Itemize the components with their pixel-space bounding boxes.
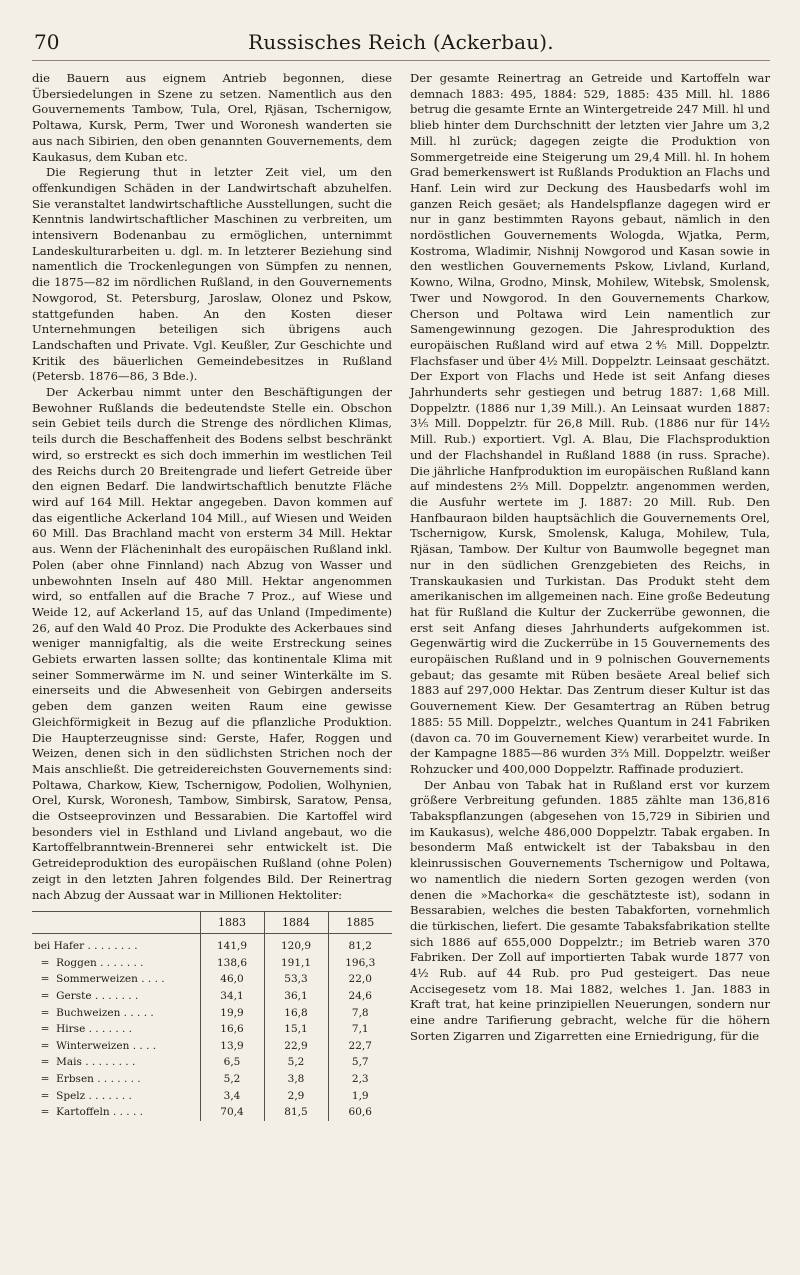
table-row-label: bei Hafer . . . . . . . . [34,940,138,953]
table-cell: 7,1 [328,1022,392,1039]
page-header [32,28,770,61]
table-cell: 120,9 [264,934,328,956]
table-row [32,1005,392,1022]
table-row [32,1071,392,1088]
table-header-year: 1884 [264,912,328,934]
paragraph: Die Regierung thut in letzter Zeit viel, um den offenkundigen Schäden in der Landwirtschaft abzuhelfen. Sie veranstaltet landwirtschaftliche Ausstellungen, sucht die Kenntnis landwirtschaftlicher Maschinen zu verbreiten, um intensivern Bodenanbau zu ermöglichen, unternimmt Landeskulturarbeiten u. dgl. m. In letzterer Beziehung sind namentlich die Trockenlegungen von Sümpfen zu nennen, die 1875—82 im nördlichen Rußland, in den Gouvernements Nowgorod, St. Petersburg, Jaroslaw, Olonez und Pskow, stattgefunden haben. An den Kosten dieser Unternehmungen beteiligen sich übrigens auch Landschaften und Private. Vgl. Keußler, Zur Geschichte und Kritik des bäuerlichen Gemeindebesitzes in Rußland (Petersb. 1876—86, 3 Bde.). [32,165,392,384]
table-row-label: = Buchweizen . . . . . [34,1006,154,1019]
table-cell: 16,6 [200,1022,264,1039]
paragraph: Der Anbau von Tabak hat in Rußland erst vor kurzem größere Verbreitung gefunden. 1885 zählte man 136,816 Tabakspflanzungen (abgesehen von 15,729 in Sibirien und im Kaukasus), welche 486,000 Doppelztr. Tabak ergaben. In besonderm Maß entwickelt ist der Tabaksbau in den kleinrussischen Gouvernements Tschernigow und Poltawa, wo namentlich die niedern Sorten gezogen werden (von denen die »Machorka« die geschätzteste ist), sodann in Bessarabien, welches die besten Tabakforten, vornehmlich die türkischen, liefert. Die gesamte Tabaksfabrikation stellte sich 1886 auf 655,000 Doppelztr.; im Betrieb waren 370 Fabriken. Der Zoll auf importierten Tabak wurde 1877 von 4½ Rub. auf 44 Rub. pro Pud gesteigert. Das neue Accisegesetz vom 18. Mai 1882, welches 1. Jan. 1883 in Kraft trat, hat keine prinzipiellen Neuerungen, sondern nur eine andre Tarifierung gebracht, welche für die höhern Sorten Zigarren und Zigarretten eine Erniedrigung, für die [410,777,770,1043]
table-cell: 5,2 [200,1071,264,1088]
table-cell: 7,8 [328,1005,392,1022]
table-row-label: = Sommerweizen . . . . [34,973,165,986]
table-header-row [32,912,392,934]
table-row-label: = Gerste . . . . . . . [34,990,139,1003]
running-head-title: Russisches Reich (Ackerbau). [248,30,554,54]
table-cell: 3,8 [264,1071,328,1088]
table-cell: 46,0 [200,972,264,989]
table-row-label: = Winterweizen . . . . [34,1039,157,1052]
table-cell: 3,4 [200,1088,264,1105]
table-cell: 22,0 [328,972,392,989]
table-row [32,972,392,989]
table-cell: 5,7 [328,1055,392,1072]
table-row [32,1055,392,1072]
table-row-label: = Spelz . . . . . . . [34,1089,132,1102]
paragraph: die Bauern aus eignem Antrieb begonnen, diese Übersiedelungen in Szene zu setzen. Namentlich aus den Gouvernements Tambow, Tula, Orel, Rjäsan, Tschernigow, Poltawa, Kursk, Perm, Twer und Woronesh wanderten sie aus nach Sibirien, den oben genannten Gouvernements, dem Kaukasus, dem Kuban etc. [32,71,392,164]
table-cell: 19,9 [200,1005,264,1022]
table-cell: 24,6 [328,988,392,1005]
two-column-body [32,71,770,1121]
table-row [32,1105,392,1122]
table-cell: 1,9 [328,1088,392,1105]
table-row-label: = Mais . . . . . . . . [34,1056,136,1069]
table-cell: 22,7 [328,1038,392,1055]
table-cell: 36,1 [264,988,328,1005]
table-row [32,1088,392,1105]
table-cell: 191,1 [264,955,328,972]
page-number: 70 [34,30,60,54]
table-row [32,1022,392,1039]
table-cell: 2,3 [328,1071,392,1088]
table-row-label: = Roggen . . . . . . . [34,956,144,969]
table-cell: 13,9 [200,1038,264,1055]
table-cell: 22,9 [264,1038,328,1055]
table-cell: 53,3 [264,972,328,989]
table-cell: 60,6 [328,1105,392,1122]
table-row-label: = Kartoffeln . . . . . [34,1106,143,1119]
table-cell: 15,1 [264,1022,328,1039]
table-cell: 34,1 [200,988,264,1005]
table-row [32,934,392,956]
paragraph: Der gesamte Reinertrag an Getreide und Kartoffeln war demnach 1883: 495, 1884: 529, 1885: 435 Mill. hl. 1886 betrug die gesamte Ernte an Wintergetreide 247 Mill. hl und blieb hinter dem Durchschnitt der letzten vier Jahre um 3,2 Mill. hl zurück; dagegen zeigte die Produktion von Sommergetreide eine Steigerung um 29,4 Mill. hl. In hohem Grad bemerkenswert ist Rußlands Produktion an Flachs und Hanf. Lein wird zur Deckung des Hausbedarfs wohl im ganzen Reich gesäet; als Handelspflanze dagegen wird er nur in ganz bestimmten Rayons gebaut, nämlich in den nordöstlichen Gouvernements Wologda, Wjatka, Perm, Kostroma, Wladimir, Nishnij Nowgorod und Kasan sowie in den westlichen Gouvernements Pskow, Livland, Kurland, Kowno, Wilna, Grodno, Minsk, Mohilew, Witebsk, Smolensk, Twer und Nowgorod. In den Gouvernements Charkow, Cherson und Poltawa wird Lein namentlich zur Samengewinnung gezogen. Die Jahresproduktion des europäischen Rußland wird auf etwa 2⅘ Mill. Doppelztr. Flachsfaser und über 4½ Mill. Doppelztr. Leinsaat geschätzt. Der Export von Flachs und Hede ist seit Anfang dieses Jahrhunderts sehr gestiegen und betrug 1887: 1,68 Mill. Doppelztr. (1886 nur 1,39 Mill.). An Leinsaat wurden 1887: 3⅕ Mill. Doppelztr. für 26,8 Mill. Rub. (1886 nur für 14½ Mill. Rub.) exportiert. Vgl. A. Blau, Die Flachsproduktion und der Flachshandel in Rußland 1888 (in russ. Sprache). Die jährliche Hanfproduktion im europäischen Rußland kann auf mindestens 2⅔ Mill. Doppelztr. angenommen werden, die Ausfuhr wertete im J. 1887: 20 Mill. Rub. Den Hanfbauraon bilden hauptsächlich die Gouvernements Orel, Tschernigow, Kursk, Smolensk, Kaluga, Mohilew, Tula, Rjäsan, Tambow. Der Kultur von Baumwolle begegnet man nur in den südlichen Grenzgebieten des Reichs, in Transkaukasien und Turkistan. Das Produkt steht dem amerikanischen im allgemeinen nach. Eine große Bedeutung hat für Rußland die Kultur der Zuckerrübe gewonnen, die erst seit Anfang dieses Jahrhunderts aufgekommen ist. Gegenwärtig wird die Zuckerrübe in 15 Gouvernements des europäischen Rußland und in 9 polnischen Gouvernements gebaut; das gesamte mit Rüben besäete Areal belief sich 1883 auf 297,000 Hektar. Das Zentrum dieser Kultur ist das Gouvernement Kiew. Der Gesamtertrag an Rüben betrug 1885: 55 Mill. Doppelztr., welches Quantum in 241 Fabriken (davon ca. 70 im Gouvernement Kiew) verarbeitet wurde. In der Kampagne 1885—86 wurden 3⅔ Mill. Doppelztr. weißer Rohzucker und 400,000 Doppelztr. Raffinade produziert. [410,71,770,776]
paragraph: Der Ackerbau nimmt unter den Beschäftigungen der Bewohner Rußlands die bedeutendste Stelle ein. Obschon sein Gebiet teils durch die Strenge des nördlichen Klimas, teils durch die Beschaffenheit des Bodens selbst beschränkt wird, so erstreckt es sich doch immerhin im westlichen Teil des Reichs durch 20 Breitengrade und liefert Getreide über den eignen Bedarf. Die landwirtschaftlich benutzte Fläche wird auf 164 Mill. Hektar angegeben. Davon kommen auf das eigentliche Ackerland 104 Mill., auf Wiesen und Weiden 60 Mill. Das Brachland macht von ersterm 34 Mill. Hektar aus. Wenn der Flächeninhalt des europäischen Rußland inkl. Polen (aber ohne Finnland) nach Abzug von Wasser und unbewohnten Inseln auf 480 Mill. Hektar angenommen wird, so entfallen auf die Brache 7 Proz., auf Wiese und Weide 12, auf Ackerland 15, auf das Unland (Impedimente) 26, auf den Wald 40 Proz. Die Produkte des Ackerbaues sind weniger mannigfaltig, als die weite Erstreckung seines Gebiets erwarten lassen sollte; das kontinentale Klima mit seiner Sommerwärme im N. und seiner Winterkälte im S. einerseits und die Abwesenheit von Gebirgen anderseits geben dem ganzen weiten Raum eine gewisse Gleichförmigkeit in Bezug auf die pflanzliche Produktion. Die Haupterzeugnisse sind: Gerste, Hafer, Roggen und Weizen, denen sich in den südlichsten Strichen noch der Mais anschließt. Die getreidereichsten Gouvernements sind: Poltawa, Charkow, Kiew, Tschernigow, Podolien, Wolhynien, Orel, Kursk, Woronesh, Tambow, Simbirsk, Saratow, Pensa, die Ostseeprovinzen und Bessarabien. Die Kartoffel wird besonders viel in Esthland und Livland angebaut, wo die Kartoffelbranntwein-Brennerei sehr entwickelt ist. Die Getreideproduktion des europäischen Rußland (ohne Polen) zeigt in den letzten Jahren folgendes Bild. Der Reinertrag nach Abzug der Aussaat war in Millionen Hektoliter: [32,385,392,902]
table-cell: 6,5 [200,1055,264,1072]
table-row [32,1038,392,1055]
table-header-blank [32,912,200,934]
table-cell: 2,9 [264,1088,328,1105]
table-row [32,955,392,972]
right-column [410,71,770,1121]
table-cell: 70,4 [200,1105,264,1122]
harvest-table-wrapper [32,911,392,1121]
table-cell: 5,2 [264,1055,328,1072]
table-cell: 138,6 [200,955,264,972]
table-header-year: 1885 [328,912,392,934]
table-row [32,988,392,1005]
table-header-year: 1883 [200,912,264,934]
table-row-label: = Hirse . . . . . . . [34,1023,133,1036]
table-cell: 81,2 [328,934,392,956]
table-cell: 141,9 [200,934,264,956]
table-cell: 196,3 [328,955,392,972]
table-row-label: = Erbsen . . . . . . . [34,1073,141,1086]
table-cell: 81,5 [264,1105,328,1122]
table-cell: 16,8 [264,1005,328,1022]
left-column [32,71,392,1121]
harvest-table [32,911,392,1121]
